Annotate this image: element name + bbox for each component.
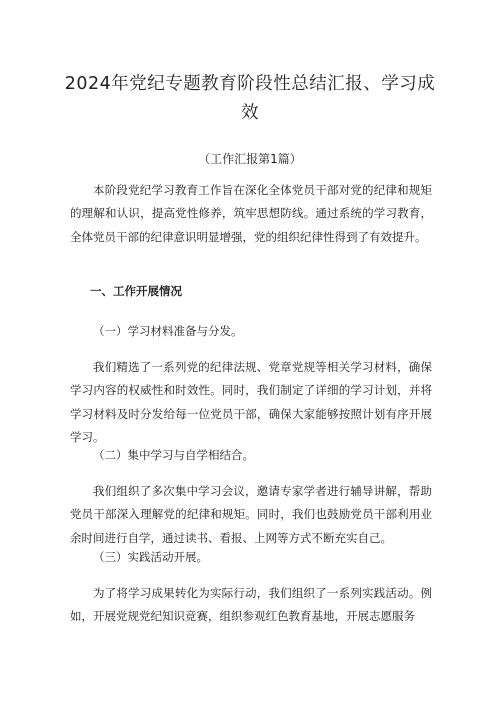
section-heading-work: 一、工作开展情况: [90, 284, 182, 298]
subsection-heading-practice: （三）实践活动开展。: [93, 550, 208, 564]
subsection-heading-materials: （一）学习材料准备与分发。: [93, 324, 243, 338]
paragraph-practice: 为了将学习成果转化为实际行动，我们组织了一系列实践活动。例如，开展党规党纪知识竞赛，组织参观红色教育基地，开展志愿服务: [70, 586, 432, 624]
paragraph-materials: 我们精选了一系列党的纪律法规、党章党规等相关学习材料，确保学习内容的权威性和时效性。同时，我们制定了详细的学习计划，并将学习材料及时分发给每一位党员干部，确保大家能够按照计划有序开展学习。: [70, 360, 432, 444]
paragraph-study: 我们组织了多次集中学习会议，邀请专家学者进行辅导讲解，帮助党员干部深入理解党的纪律和规矩。同时，我们也鼓励党员干部利用业余时间进行自学，通过读书、看报、上网等方式不断充实自己。: [70, 484, 432, 545]
subsection-heading-study: （二）集中学习与自学相结合。: [93, 448, 254, 462]
page-title: 2024年党纪专题教育阶段性总结汇报、学习成效: [64, 73, 436, 123]
intro-paragraph: 本阶段党纪学习教育工作旨在深化全体党员干部对党的纪律和规矩的理解和认识，提高党性修养，筑牢思想防线。通过系统的学习教育，全体党员干部的纪律意识明显增强，党的组织纪律性得到了有效提升。: [70, 183, 432, 244]
document-subtitle: （工作汇报第1篇）: [198, 152, 302, 166]
